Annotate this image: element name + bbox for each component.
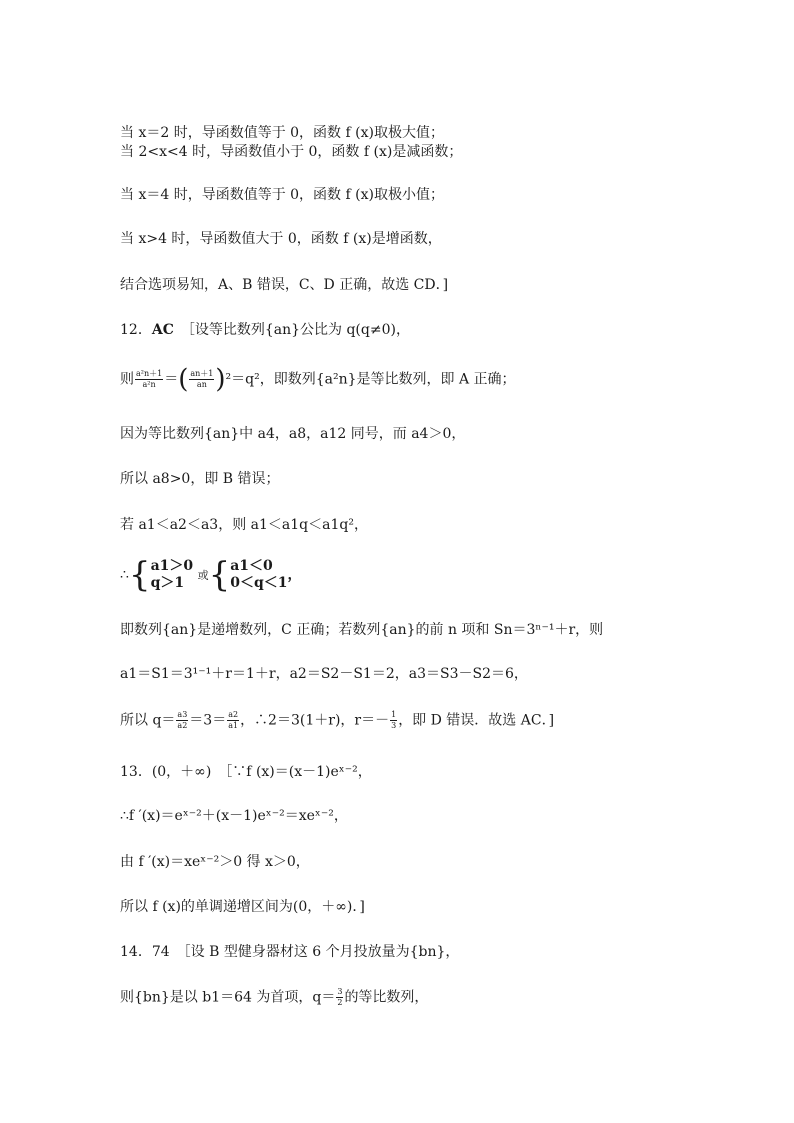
fraction-denominator: 3 [391,721,397,730]
text-line-17: 由 f ′(x)＝xeˣ⁻²＞0 得 x＞0， [120,854,310,870]
text-line-20 [120,987,428,1008]
problem-answer: AC [151,322,174,338]
text-segment: ， [287,567,302,583]
fraction-denominator: a2 [177,721,188,730]
fraction [390,710,397,731]
text-segment: 所以 q＝ [120,712,176,729]
fraction [135,369,163,390]
text-line-18: 所以 f (x)的单调递增区间为(0，＋∞)．] [120,899,365,915]
therefore-symbol: ∴ [120,567,129,583]
problem-text: ［设等比数列{an}公比为 q(q≠0)， [187,322,410,338]
fraction-denominator: 2 [337,998,343,1007]
text-segment: ，∴2＝3(1＋r)，r＝－ [240,712,390,729]
fraction-denominator: a²n [142,380,156,389]
system-row: a1＞0 [150,558,194,574]
text-line-4: 当 x>4 时，导函数值大于 0，函数 f (x)是增函数， [120,231,442,247]
text-line-19: 14．74 ［设 B 型健身器材这 6 个月投放量为{bn}， [120,944,460,960]
fraction-numerator: 3 [337,987,343,996]
text-segment: ²＝q²，即数列{a²n}是等比数列，即 A 正确； [225,371,516,388]
problem-number: 12． [120,322,152,338]
text-line-16: ∴f ′(x)＝eˣ⁻²＋(x－1)eˣ⁻²＝xeˣ⁻²， [120,808,348,824]
fraction [227,710,239,731]
fraction-denominator: a1 [228,721,239,730]
text-line-3: 当 x＝4 时，导函数值等于 0，函数 f (x)取极小值； [120,187,444,203]
text-line-14 [120,710,554,731]
text-segment: ，即 D 错误．故选 AC．] [398,712,555,729]
text-segment: ＝ [164,371,179,388]
text-segment: 的等比数列， [344,989,429,1006]
text-line-8: 因为等比数列{an}中 a4，a8，a12 同号，而 a4＞0， [120,426,466,442]
fraction-numerator: 1 [391,710,397,719]
system-row: 0＜q＜1 [230,575,288,591]
text-segment: ＝3＝ [189,712,227,729]
text-segment: 则{bn}是以 b1＝64 为首项，q＝ [120,989,336,1006]
fraction-numerator: a2 [228,710,239,719]
text-line-10: 若 a1＜a2＜a3，则 a1＜a1q＜a1q²， [120,517,368,533]
text-line-7: 则 $\frac{\text{a²n＋1}}{\text{a²n}}$ ＝( $\frac{an+1}{an}$ )²＝q²，即数列{a²n}是等比数列，即 A 正确； [120,364,516,395]
text-segment: 或 [197,569,209,582]
fraction-denominator: an [196,380,207,389]
text-line-1: 当 x＝2 时，导函数值等于 0，函数 f (x)取极大值； [120,125,444,141]
fraction-numerator: an＋1 [190,369,214,378]
fraction [176,710,188,731]
fraction [189,369,214,390]
text-line-2: 当 2<x<4 时，导函数值小于 0，函数 f (x)是减函数； [120,144,463,160]
system-row: a1＜0 [230,558,273,574]
text-line-15: 13．(0，＋∞) ［∵f (x)＝(x－1)eˣ⁻²， [120,764,372,780]
fraction-numerator: a3 [177,710,188,719]
text-line-11: ∴{ a1＞0 q＞1 或{ a1＜0 0＜q＜1 ， [120,555,302,595]
text-line-9: 所以 a8>0，即 B 错误； [120,471,280,487]
system-row: q＞1 [150,575,185,591]
text-segment: 则 [120,371,134,388]
text-line-5: 结合选项易知，A、B 错误，C、D 正确，故选 CD．] [120,277,449,293]
problem-12-header [120,320,410,340]
text-line-12: 即数列{an}是递增数列，C 正确；若数列{an}的前 n 项和 Sn＝3ⁿ⁻¹＋r，则 [120,622,604,638]
fraction [336,987,343,1008]
inequality-system-2 [230,558,287,592]
fraction-numerator: a²n＋1 [136,369,163,378]
text-line-13: a1＝S1＝3¹⁻¹＋r＝1＋r，a2＝S2－S1＝2，a3＝S3－S2＝6， [120,666,528,682]
inequality-system-1 [151,558,194,592]
